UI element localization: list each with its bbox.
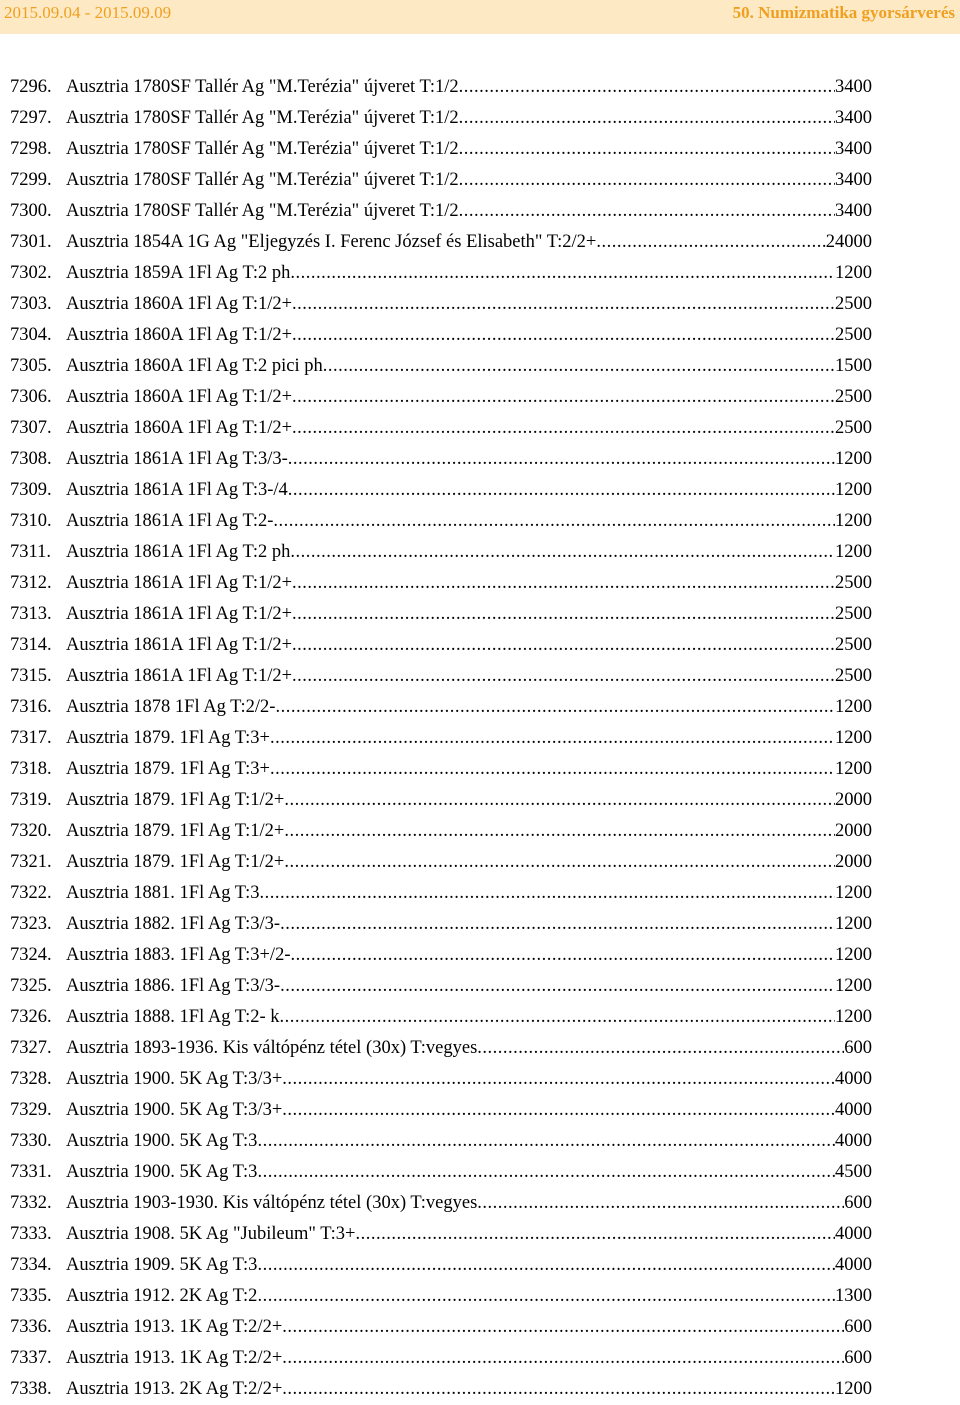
lot-row (10, 940, 872, 971)
lot-price: 600 (844, 1038, 872, 1058)
dot-leader (292, 382, 835, 413)
lot-number: 7298. (10, 139, 52, 159)
lot-row (10, 320, 872, 351)
lot-number: 7299. (10, 170, 52, 190)
dot-leader (290, 940, 835, 971)
lot-number: 7318. (10, 759, 52, 779)
lot-description: Ausztria 1879. 1Fl Ag T:1/2+ (66, 852, 285, 872)
lot-price: 1300 (835, 1286, 872, 1306)
lot-number: 7309. (10, 480, 52, 500)
dot-leader (284, 847, 835, 878)
dot-leader (288, 475, 835, 506)
dot-leader (282, 1312, 844, 1343)
lot-row (10, 103, 872, 134)
dot-leader (477, 1188, 844, 1219)
dot-leader (273, 506, 835, 537)
dot-leader (257, 1281, 835, 1312)
lot-description: Ausztria 1900. 5K Ag T:3 (66, 1131, 258, 1151)
lot-price: 3400 (835, 139, 872, 159)
lot-description: Ausztria 1861A 1Fl Ag T:2- (66, 511, 274, 531)
lot-price: 1200 (835, 883, 872, 903)
dot-leader (282, 1064, 835, 1095)
dot-leader (270, 754, 835, 785)
dot-leader (292, 413, 835, 444)
lot-price: 3400 (835, 170, 872, 190)
dot-leader (323, 351, 835, 382)
dot-leader (270, 723, 835, 754)
dot-leader (292, 568, 835, 599)
lot-number: 7321. (10, 852, 52, 872)
lot-description: Ausztria 1861A 1Fl Ag T:1/2+ (66, 573, 293, 593)
lot-number: 7326. (10, 1007, 52, 1027)
dot-leader (459, 103, 835, 134)
lot-row (10, 1126, 872, 1157)
dot-leader (477, 1033, 844, 1064)
lot-row (10, 351, 872, 382)
lot-price: 2500 (835, 325, 872, 345)
lot-number: 7332. (10, 1193, 52, 1213)
lot-row (10, 568, 872, 599)
lot-row (10, 1188, 872, 1219)
dot-leader (292, 599, 835, 630)
lot-price: 1200 (835, 697, 872, 717)
page-header (0, 0, 960, 34)
lot-number: 7315. (10, 666, 52, 686)
lot-description: Ausztria 1861A 1Fl Ag T:2 ph (66, 542, 291, 562)
lot-row (10, 1250, 872, 1281)
lot-number: 7336. (10, 1317, 52, 1337)
lot-description: Ausztria 1900. 5K Ag T:3 (66, 1162, 258, 1182)
lot-description: Ausztria 1860A 1Fl Ag T:2 pici ph (66, 356, 323, 376)
dot-leader (292, 289, 835, 320)
lot-description: Ausztria 1913. 2K Ag T:2/2+ (66, 1379, 283, 1399)
lot-number: 7316. (10, 697, 52, 717)
dot-leader (459, 196, 835, 227)
lot-row (10, 1033, 872, 1064)
lot-description: Ausztria 1859A 1Fl Ag T:2 ph (66, 263, 291, 283)
lot-number: 7308. (10, 449, 52, 469)
lot-number: 7320. (10, 821, 52, 841)
lot-row (10, 196, 872, 227)
lot-number: 7323. (10, 914, 52, 934)
lot-description: Ausztria 1861A 1Fl Ag T:3-/4 (66, 480, 288, 500)
lot-description: Ausztria 1908. 5K Ag "Jubileum" T:3+ (66, 1224, 356, 1244)
lot-row (10, 1281, 872, 1312)
lot-row (10, 630, 872, 661)
lot-description: Ausztria 1912. 2K Ag T:2 (66, 1286, 258, 1306)
lot-row (10, 785, 872, 816)
lot-description: Ausztria 1900. 5K Ag T:3/3+ (66, 1100, 283, 1120)
dot-leader (288, 444, 835, 475)
lot-description: Ausztria 1861A 1Fl Ag T:1/2+ (66, 635, 293, 655)
lot-number: 7310. (10, 511, 52, 531)
lot-number: 7307. (10, 418, 52, 438)
dot-leader (292, 320, 835, 351)
lot-number: 7311. (10, 542, 51, 562)
lot-description: Ausztria 1879. 1Fl Ag T:3+ (66, 728, 270, 748)
lot-price: 2500 (835, 635, 872, 655)
lot-price: 4000 (835, 1069, 872, 1089)
lot-description: Ausztria 1886. 1Fl Ag T:3/3- (66, 976, 281, 996)
dot-leader (355, 1219, 835, 1250)
lot-row (10, 165, 872, 196)
lot-description: Ausztria 1879. 1Fl Ag T:3+ (66, 759, 270, 779)
lot-description: Ausztria 1780SF Tallér Ag "M.Terézia" újveret T:1/2 (66, 139, 459, 159)
lot-row (10, 1374, 872, 1405)
lot-price: 1200 (835, 511, 872, 531)
dot-leader (284, 785, 835, 816)
lot-description: Ausztria 1882. 1Fl Ag T:3/3- (66, 914, 281, 934)
lot-number: 7334. (10, 1255, 52, 1275)
lot-price: 600 (844, 1317, 872, 1337)
lot-row (10, 1343, 872, 1374)
lot-number: 7313. (10, 604, 52, 624)
lot-row (10, 1219, 872, 1250)
dot-leader (290, 258, 835, 289)
lot-description: Ausztria 1913. 1K Ag T:2/2+ (66, 1348, 283, 1368)
lot-price: 24000 (825, 232, 872, 252)
lot-number: 7297. (10, 108, 52, 128)
dot-leader (257, 1250, 835, 1281)
lot-description: Ausztria 1780SF Tallér Ag "M.Terézia" újveret T:1/2 (66, 170, 459, 190)
lot-price: 2000 (835, 852, 872, 872)
lot-row (10, 258, 872, 289)
lot-row (10, 816, 872, 847)
lot-row (10, 692, 872, 723)
lot-row (10, 1002, 872, 1033)
lot-price: 3400 (835, 77, 872, 97)
lot-number: 7300. (10, 201, 52, 221)
lot-row (10, 475, 872, 506)
lot-row (10, 599, 872, 630)
dot-leader (459, 134, 835, 165)
lot-description: Ausztria 1878 1Fl Ag T:2/2- (66, 697, 276, 717)
dot-leader (292, 661, 835, 692)
lot-number: 7304. (10, 325, 52, 345)
lot-number: 7296. (10, 77, 52, 97)
lot-number: 7331. (10, 1162, 52, 1182)
dot-leader (596, 227, 825, 258)
lot-description: Ausztria 1861A 1Fl Ag T:3/3- (66, 449, 288, 469)
lot-row (10, 661, 872, 692)
dot-leader (257, 1157, 835, 1188)
dot-leader (459, 165, 835, 196)
lot-number: 7333. (10, 1224, 52, 1244)
lot-number: 7306. (10, 387, 52, 407)
lot-description: Ausztria 1861A 1Fl Ag T:1/2+ (66, 604, 293, 624)
lot-description: Ausztria 1909. 5K Ag T:3 (66, 1255, 258, 1275)
dot-leader (284, 816, 835, 847)
lot-number: 7328. (10, 1069, 52, 1089)
lot-number: 7337. (10, 1348, 52, 1368)
lot-description: Ausztria 1913. 1K Ag T:2/2+ (66, 1317, 283, 1337)
lot-row (10, 444, 872, 475)
lot-price: 4000 (835, 1131, 872, 1151)
dot-leader (282, 1343, 844, 1374)
lot-row (10, 537, 872, 568)
lot-price: 1200 (835, 1007, 872, 1027)
lot-description: Ausztria 1860A 1Fl Ag T:1/2+ (66, 418, 293, 438)
lot-row (10, 382, 872, 413)
lot-number: 7302. (10, 263, 52, 283)
dot-leader (290, 537, 835, 568)
lot-description: Ausztria 1903-1930. Kis váltópénz tétel (30x) T:vegyes (66, 1193, 478, 1213)
lot-row (10, 289, 872, 320)
lot-price: 4000 (835, 1100, 872, 1120)
dot-leader (282, 1374, 835, 1405)
lot-price: 1500 (835, 356, 872, 376)
lot-price: 2500 (835, 294, 872, 314)
dot-leader (275, 692, 835, 723)
dot-leader (280, 1002, 835, 1033)
lot-row (10, 847, 872, 878)
lot-number: 7312. (10, 573, 52, 593)
dot-leader (260, 878, 835, 909)
lot-price: 3400 (835, 108, 872, 128)
lot-row (10, 909, 872, 940)
lot-price: 1200 (835, 449, 872, 469)
lot-description: Ausztria 1879. 1Fl Ag T:1/2+ (66, 821, 285, 841)
lot-row (10, 1095, 872, 1126)
lot-price: 2500 (835, 387, 872, 407)
lot-number: 7324. (10, 945, 52, 965)
lot-number: 7305. (10, 356, 52, 376)
lot-description: Ausztria 1854A 1G Ag "Eljegyzés I. Ferenc József és Elisabeth" T:2/2+ (66, 232, 597, 252)
lot-row (10, 1157, 872, 1188)
dot-leader (292, 630, 835, 661)
lot-description: Ausztria 1780SF Tallér Ag "M.Terézia" újveret T:1/2 (66, 108, 459, 128)
lot-number: 7330. (10, 1131, 52, 1151)
lot-price: 2000 (835, 821, 872, 841)
lot-price: 1200 (835, 480, 872, 500)
lot-price: 2000 (835, 790, 872, 810)
lot-number: 7303. (10, 294, 52, 314)
lot-description: Ausztria 1888. 1Fl Ag T:2- k (66, 1007, 280, 1027)
lot-price: 2500 (835, 418, 872, 438)
lot-price: 1200 (835, 976, 872, 996)
lot-description: Ausztria 1780SF Tallér Ag "M.Terézia" újveret T:1/2 (66, 77, 459, 97)
lot-number: 7317. (10, 728, 52, 748)
lot-row (10, 134, 872, 165)
header-auction-title: 50. Numizmatika gyorsárverés (732, 3, 955, 22)
lot-price: 2500 (835, 666, 872, 686)
lot-price: 1200 (835, 728, 872, 748)
lot-description: Ausztria 1881. 1Fl Ag T:3 (66, 883, 260, 903)
lot-price: 1200 (835, 1379, 872, 1399)
lot-row (10, 227, 872, 258)
lot-price: 4500 (835, 1162, 872, 1182)
lot-number: 7335. (10, 1286, 52, 1306)
lot-description: Ausztria 1883. 1Fl Ag T:3+/2- (66, 945, 291, 965)
lot-price: 2500 (835, 604, 872, 624)
lot-description: Ausztria 1893-1936. Kis váltópénz tétel (30x) T:vegyes (66, 1038, 478, 1058)
lot-price: 3400 (835, 201, 872, 221)
lot-list (10, 72, 872, 1405)
lot-row (10, 754, 872, 785)
lot-number: 7319. (10, 790, 52, 810)
lot-row (10, 1312, 872, 1343)
lot-price: 1200 (835, 945, 872, 965)
lot-price: 1200 (835, 542, 872, 562)
lot-price: 1200 (835, 263, 872, 283)
lot-price: 2500 (835, 573, 872, 593)
lot-row (10, 413, 872, 444)
dot-leader (280, 909, 835, 940)
lot-price: 1200 (835, 914, 872, 934)
lot-number: 7325. (10, 976, 52, 996)
lot-row (10, 506, 872, 537)
lot-row (10, 1064, 872, 1095)
dot-leader (257, 1126, 835, 1157)
lot-row (10, 72, 872, 103)
lot-description: Ausztria 1860A 1Fl Ag T:1/2+ (66, 294, 293, 314)
lot-number: 7301. (10, 232, 52, 252)
lot-price: 600 (844, 1193, 872, 1213)
lot-row (10, 723, 872, 754)
lot-number: 7322. (10, 883, 52, 903)
lot-number: 7329. (10, 1100, 52, 1120)
lot-description: Ausztria 1900. 5K Ag T:3/3+ (66, 1069, 283, 1089)
lot-description: Ausztria 1879. 1Fl Ag T:1/2+ (66, 790, 285, 810)
lot-description: Ausztria 1780SF Tallér Ag "M.Terézia" újveret T:1/2 (66, 201, 459, 221)
lot-description: Ausztria 1860A 1Fl Ag T:1/2+ (66, 325, 293, 345)
lot-row (10, 971, 872, 1002)
dot-leader (282, 1095, 835, 1126)
lot-price: 4000 (835, 1224, 872, 1244)
dot-leader (280, 971, 835, 1002)
lot-number: 7327. (10, 1038, 52, 1058)
lot-description: Ausztria 1861A 1Fl Ag T:1/2+ (66, 666, 293, 686)
header-date-range: 2015.09.04 - 2015.09.09 (4, 3, 172, 22)
lot-price: 4000 (835, 1255, 872, 1275)
lot-number: 7338. (10, 1379, 52, 1399)
lot-row (10, 878, 872, 909)
lot-number: 7314. (10, 635, 52, 655)
lot-price: 600 (844, 1348, 872, 1368)
dot-leader (459, 72, 835, 103)
lot-price: 1200 (835, 759, 872, 779)
lot-description: Ausztria 1860A 1Fl Ag T:1/2+ (66, 387, 293, 407)
